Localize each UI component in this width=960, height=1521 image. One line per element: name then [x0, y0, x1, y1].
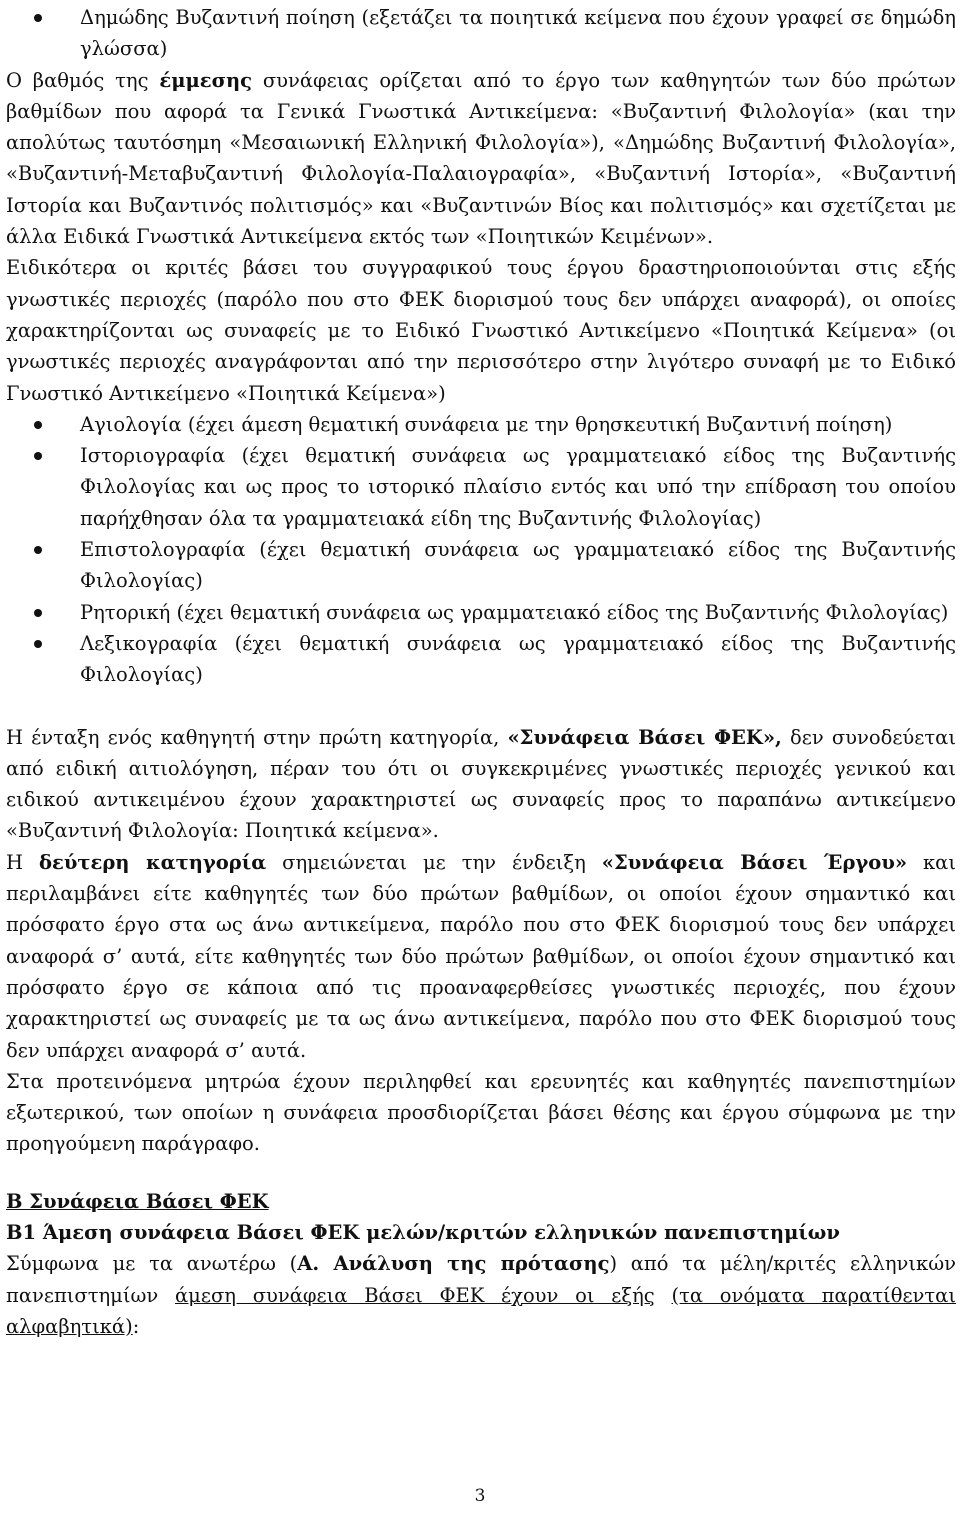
- underlined-direct-relevance: άμεση συνάφεια Βάσει ΦΕΚ έχουν οι εξής: [175, 1283, 655, 1307]
- list-item: Δημώδης Βυζαντινή ποίηση (εξετάζει τα ποιητικά κείμενα που έχουν γραφεί σε δημώδη γλώσσα): [6, 2, 956, 65]
- paragraph-indirect-relevance: Ο βαθμός της έμμεσης συνάφειας ορίζεται από το έργο των καθηγητών των δύο πρώτων βαθμίδων που αφορά τα Γενικά Γνωστικά Αντικείμενα: «Βυζαντινή Φιλολογία» (και την απολύτως ταυτόσημη «Μεσαιωνική Ελληνική Φιλολογία»), «Δημώδης Βυζαντινή Φιλολογία», «Βυζαντινή-Μεταβυζαντινή Φιλολογία-Παλαιογραφία», «Βυζαντινή Ιστορία», «Βυζαντινή Ιστορία και Βυζαντινός πολιτισμός» και «Βυζαντινών Βίος και πολιτισμός» και σχετίζεται με άλλα Ειδικά Γνωστικά Αντικείμενα εκτός των «Ποιητικών Κειμένων».: [6, 68, 956, 249]
- knowledge-areas-list: [6, 409, 956, 691]
- paragraph-foreign-researchers: Στα προτεινόμενα μητρώα έχουν περιληφθεί και ερευνητές και καθηγητές πανεπιστημίων εξωτερικού, των οποίων η συνάφεια προσδιορίζεται βάσει θέσης και έργου σύμφωνα με την προηγούμενη παράγραφο.: [6, 1069, 956, 1156]
- document-page: [6, 2, 956, 1342]
- emphasis-second-category: δεύτερη κατηγορία: [38, 850, 267, 874]
- spacer: [6, 1160, 956, 1186]
- list-item: Λεξικογραφία (έχει θεματική συνάφεια ως γραμματειακό είδος της Βυζαντινής Φιλολογίας): [6, 628, 956, 691]
- top-bullet-list: [6, 2, 956, 65]
- list-item: Επιστολογραφία (έχει θεματική συνάφεια ως γραμματειακό είδος της Βυζαντινής Φιλολογίας): [6, 534, 956, 597]
- list-item: Αγιολογία (έχει άμεση θεματική συνάφεια με την θρησκευτική Βυζαντινή ποίηση): [6, 409, 956, 440]
- section-heading-b: Β Συνάφεια Βάσει ΦΕΚ: [6, 1189, 269, 1213]
- page-number: 3: [474, 1486, 486, 1506]
- underlined-alphabetical-note: (τα ονόματα παρατίθενται αλφαβητικά): [6, 1283, 956, 1338]
- section-heading-b1: Β1 Άμεση συνάφεια Βάσει ΦΕΚ μελών/κριτών ελληνικών πανεπιστημίων: [6, 1220, 840, 1244]
- paragraph-knowledge-areas: Ειδικότερα οι κριτές βάσει του συγγραφικού τους έργου δραστηριοποιούνται στις εξής γνωστικές περιοχές (παρόλο που στο ΦΕΚ διορισμού τους δεν υπάρχει αναφορά), οι οποίες χαρακτηρίζονται ως συναφείς με το Ειδικό Γνωστικό Αντικείμενο «Ποιητικά Κείμενα» (οι γνωστικές περιοχές αναγράφονται από την περισσότερο στην λιγότερο συναφή με το Ειδικό Γνωστικό Αντικείμενο «Ποιητικά Κείμενα»): [6, 256, 956, 405]
- spacer: [6, 691, 956, 722]
- emphasis-fek-relevance: «Συνάφεια Βάσει ΦΕΚ»,: [507, 725, 782, 749]
- list-item: Ιστοριογραφία (έχει θεματική συνάφεια ως γραμματειακό είδος της Βυζαντινής Φιλολογίας και ως προς το ιστορικό πλαίσιο εντός και υπό την επίδραση του οποίου παρήχθησαν όλα τα γραμματειακά είδη της Βυζαντινής Φιλολογίας): [6, 440, 956, 534]
- paragraph-first-category: Η ένταξη ενός καθηγητή στην πρώτη κατηγορία, «Συνάφεια Βάσει ΦΕΚ», δεν συνοδεύεται από ειδική αιτιολόγηση, πέραν του ότι οι συγκεκριμένες γνωστικές περιοχές γενικού και ειδικού αντικειμένου έχουν χαρακτηριστεί ως συναφείς προς το παραπάνω αντικείμενο «Βυζαντινή Φιλολογία: Ποιητικά κείμενα».: [6, 725, 956, 843]
- emphasis-work-relevance: «Συνάφεια Βάσει Έργου»: [601, 850, 908, 874]
- emphasis-indirect: έμμεσης: [159, 68, 253, 92]
- paragraph-direct-relevance: Σύμφωνα με τα ανωτέρω (Α. Ανάλυση της πρότασης) από τα μέλη/κριτές ελληνικών πανεπιστημίων άμεση συνάφεια Βάσει ΦΕΚ έχουν οι εξής (τα ονόματα παρατίθενται αλφαβητικά):: [6, 1252, 956, 1338]
- emphasis-proposal-analysis: Α. Ανάλυση της πρότασης: [297, 1252, 610, 1276]
- list-item: Ρητορική (έχει θεματική συνάφεια ως γραμματειακό είδος της Βυζαντινής Φιλολογίας): [6, 597, 956, 628]
- paragraph-second-category: Η δεύτερη κατηγορία σημειώνεται με την ένδειξη «Συνάφεια Βάσει Έργου» και περιλαμβάνει είτε καθηγητές των δύο πρώτων βαθμίδων, οι οποίοι έχουν σημαντικό και πρόσφατο έργο στα ως άνω αντικείμενα, παρόλο που στο ΦΕΚ διορισμού τους δεν υπάρχει αναφορά σ’ αυτά, είτε καθηγητές των δύο πρώτων βαθμίδων, οι οποίοι έχουν σημαντικό και πρόσφατο έργο σε κάποια από τις προαναφερθείσες γνωστικές περιοχές, που έχουν χαρακτηριστεί ως συναφείς με τα ως άνω αντικείμενα, παρόλο που στο ΦΕΚ διορισμού τους δεν υπάρχει αναφορά σ’ αυτά.: [6, 850, 956, 1062]
